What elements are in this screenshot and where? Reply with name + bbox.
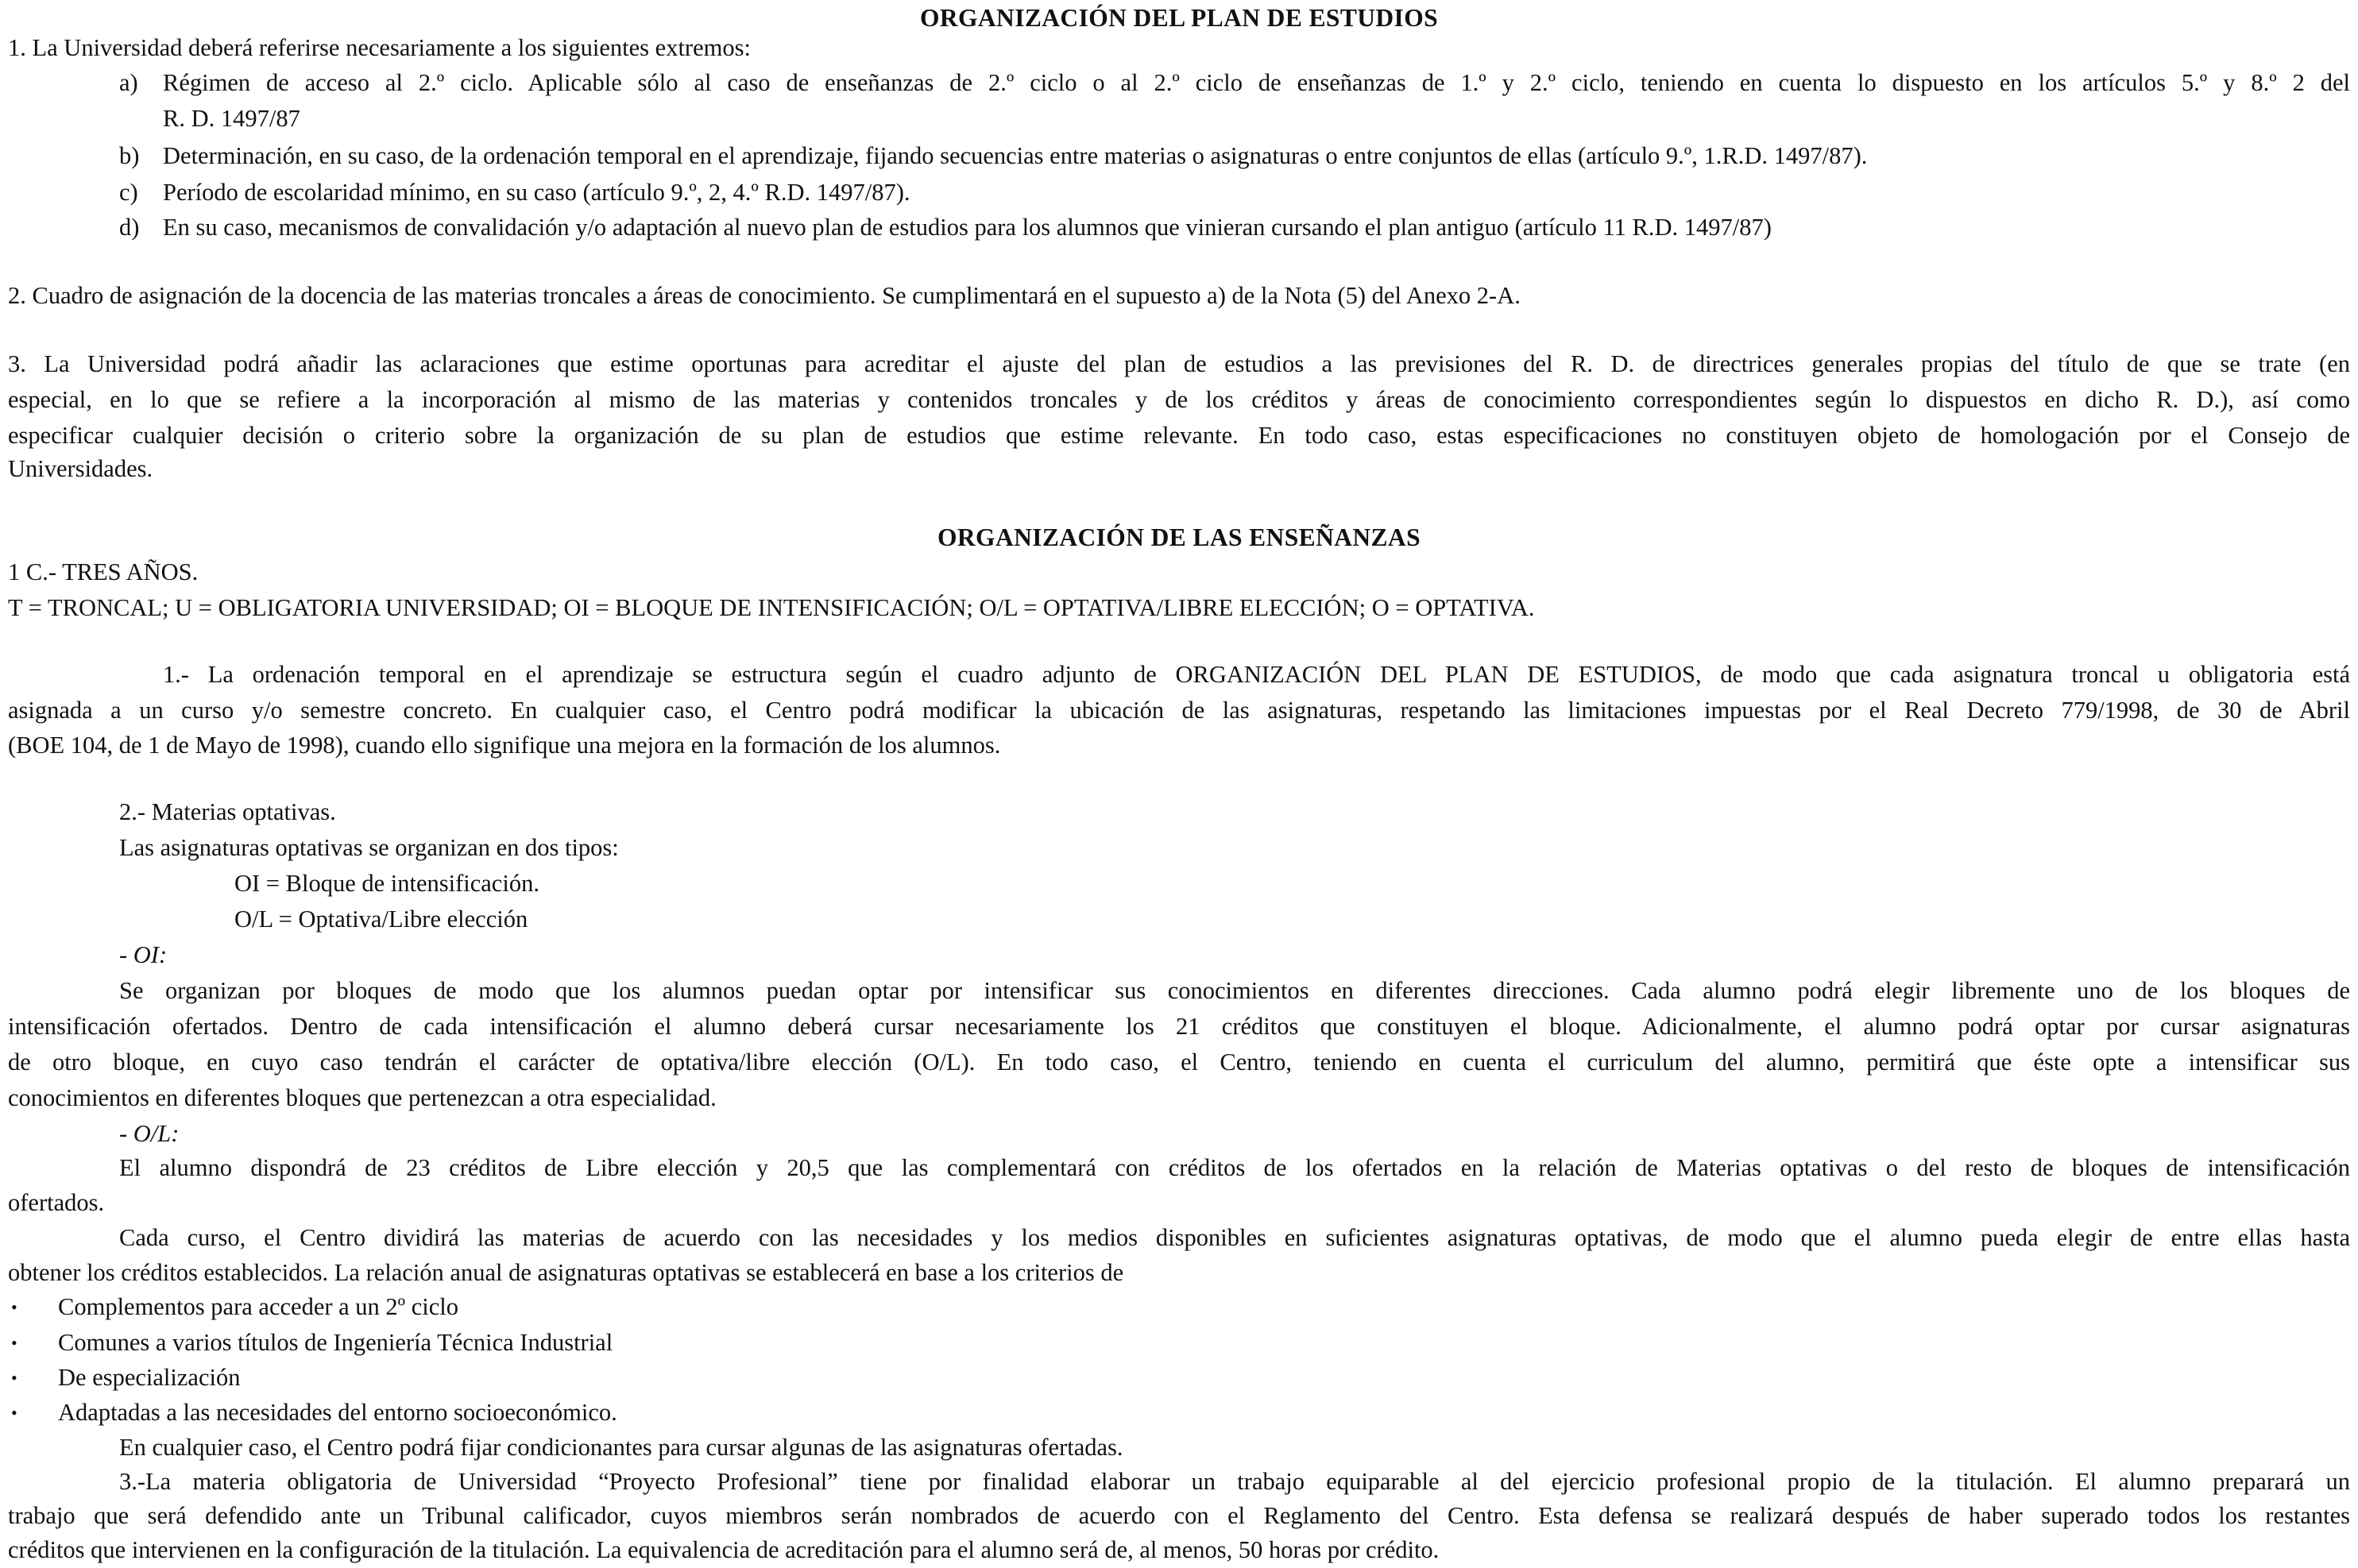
criteria-item-1: Complementos para acceder a un 2º ciclo <box>58 1293 459 1320</box>
item-3-line-4: Universidades. <box>8 455 153 482</box>
item-1d-text: En su caso, mecanismos de convalidación y/o adaptación al nuevo plan de estudios para los alumnos que vinieran cursando el plan antiguo (artículo 11 R.D. 1497/87) <box>163 214 1772 241</box>
type-ol: O/L = Optativa/Libre elección <box>234 906 528 933</box>
item-1a-text-cont: R. D. 1497/87 <box>163 105 300 132</box>
paragraph-3-line-1: 3.-La materia obligatoria de Universidad “Proyecto Profesional” tiene por finalidad elaborar un trabajo equiparable al del ejercicio profesional propio de la titulación. El alumno preparará un <box>119 1468 2350 1495</box>
curso-text-line-1: Cada curso, el Centro dividirá las materias de acuerdo con las necesidades y los medios disponibles en suficientes asignaturas optativas, de modo que el alumno pueda elegir de entre ellas hasta <box>119 1224 2350 1251</box>
item-1b-text: Determinación, en su caso, de la ordenación temporal en el aprendizaje, fijando secuencias entre materias o asignaturas o entre conjuntos de ellas (artículo 9.º, 1.R.D. 1497/87). <box>163 142 1868 169</box>
ol-text-line-1: El alumno dispondrá de 23 créditos de Libre elección y 20,5 que las complementará con créditos de los ofertados en la relación de Materias optativas o del resto de bloques de intensificación <box>119 1154 2350 1181</box>
item-3-line-3: especificar cualquier decisión o criterio sobre la organización de su plan de estudios que estime relevante. En todo caso, estas especificaciones no constituyen objeto de homologación por el Consejo de <box>8 422 2350 449</box>
paragraph-3-line-2: trabajo que será defendido ante un Tribunal calificador, cuyos miembros serán nombrados de acuerdo con el Reglamento del Centro. Esta defensa se realizará después de haber superado todos los restantes <box>8 1502 2350 1529</box>
oi-text-line-3: de otro bloque, en cuyo caso tendrán el carácter de optativa/libre elección (O/L). En todo caso, el Centro, teniendo en cuenta el curriculum del alumno, permitirá que éste opte a intensificar sus <box>8 1049 2350 1076</box>
bullet-icon: • <box>11 1368 17 1388</box>
criteria-item-3: De especialización <box>58 1364 241 1391</box>
abbreviation-legend: T = TRONCAL; U = OBLIGATORIA UNIVERSIDAD; OI = BLOQUE DE INTENSIFICACIÓN; O/L = OPTATIVA/LIBRE ELECCIÓN; O = OPTATIVA. <box>8 594 1535 621</box>
item-1a-text: Régimen de acceso al 2.º ciclo. Aplicable sólo al caso de enseñanzas de 2.º ciclo o al 2.º ciclo de enseñanzas de 1.º y 2.º ciclo, teniendo en cuenta lo dispuesto en los artículos 5.º y 8.º 2 del <box>163 69 2350 96</box>
paragraph-1-line-2: asignada a un curso y/o semestre concreto. En cualquier caso, el Centro podrá modificar la ubicación de las asignaturas, respetando las limitaciones impuestas por el Real Decreto 779/1998, de 30 de Abril <box>8 697 2350 724</box>
optativas-intro: Las asignaturas optativas se organizan en dos tipos: <box>119 834 619 861</box>
item-1c-text: Período de escolaridad mínimo, en su caso (artículo 9.º, 2, 4.º R.D. 1497/87). <box>163 179 910 206</box>
item-1c-marker: c) <box>119 179 138 206</box>
item-1-intro: 1. La Universidad deberá referirse necesariamente a los siguientes extremos: <box>8 34 751 61</box>
item-1d-marker: d) <box>119 214 140 241</box>
bullet-icon: • <box>11 1403 17 1423</box>
cycle-label: 1 C.- TRES AÑOS. <box>8 558 199 585</box>
condicionantes-text: En cualquier caso, el Centro podrá fijar condicionantes para cursar algunas de las asignaturas ofertadas. <box>119 1434 1123 1461</box>
ol-heading: - O/L: <box>119 1120 180 1147</box>
item-2: 2. Cuadro de asignación de la docencia de las materias troncales a áreas de conocimiento. Se cumplimentará en el supuesto a) de la Nota (5) del Anexo 2-A. <box>8 282 1521 309</box>
optativas-title: 2.- Materias optativas. <box>119 798 336 825</box>
item-3-line-1: 3. La Universidad podrá añadir las aclaraciones que estime oportunas para acreditar el ajuste del plan de estudios a las previsiones del R. D. de directrices generales propias del título de que se trate (en <box>8 350 2350 377</box>
bullet-icon: • <box>11 1333 17 1353</box>
criteria-item-4: Adaptadas a las necesidades del entorno socioeconómico. <box>58 1399 617 1426</box>
paragraph-1-line-3: (BOE 104, de 1 de Mayo de 1998), cuando ello signifique una mejora en la formación de los alumnos. <box>8 732 1001 759</box>
item-1b-marker: b) <box>119 142 140 169</box>
item-3-line-2: especial, en lo que se refiere a la incorporación al mismo de las materias y contenidos troncales y de los créditos y áreas de conocimiento correspondientes según lo dispuestos en dicho R. D.), así como <box>8 386 2350 413</box>
oi-text-line-1: Se organizan por bloques de modo que los alumnos puedan optar por intensificar sus conocimientos en diferentes direcciones. Cada alumno podrá elegir libremente uno de los bloques de <box>119 977 2350 1004</box>
curso-text-line-2: obtener los créditos establecidos. La relación anual de asignaturas optativas se establecerá en base a los criterios de <box>8 1259 1124 1286</box>
section-title-plan: ORGANIZACIÓN DEL PLAN DE ESTUDIOS <box>919 4 1439 32</box>
criteria-item-2: Comunes a varios títulos de Ingeniería Técnica Industrial <box>58 1329 613 1356</box>
oi-text-line-2: intensificación ofertados. Dentro de cada intensificación el alumno deberá cursar necesariamente los 21 créditos que constituyen el bloque. Adicionalmente, el alumno podrá optar por cursar asignaturas <box>8 1013 2350 1040</box>
bullet-icon: • <box>11 1297 17 1317</box>
paragraph-3-line-3: créditos que intervienen en la configuración de la titulación. La equivalencia de acreditación para el alumno será de, al menos, 50 horas por crédito. <box>8 1536 1440 1563</box>
oi-heading: - OI: <box>119 941 168 968</box>
oi-text-line-4: conocimientos en diferentes bloques que pertenezcan a otra especialidad. <box>8 1084 717 1111</box>
item-1a-marker: a) <box>119 69 138 96</box>
ol-text-line-2: ofertados. <box>8 1189 105 1216</box>
section-title-ensenanzas: ORGANIZACIÓN DE LAS ENSEÑANZAS <box>937 523 1421 551</box>
paragraph-1-line-1: 1.- La ordenación temporal en el aprendizaje se estructura según el cuadro adjunto de ORGANIZACIÓN DEL PLAN DE ESTUDIOS, de modo que cada asignatura troncal u obligatoria está <box>163 661 2350 688</box>
type-oi: OI = Bloque de intensificación. <box>234 870 539 897</box>
